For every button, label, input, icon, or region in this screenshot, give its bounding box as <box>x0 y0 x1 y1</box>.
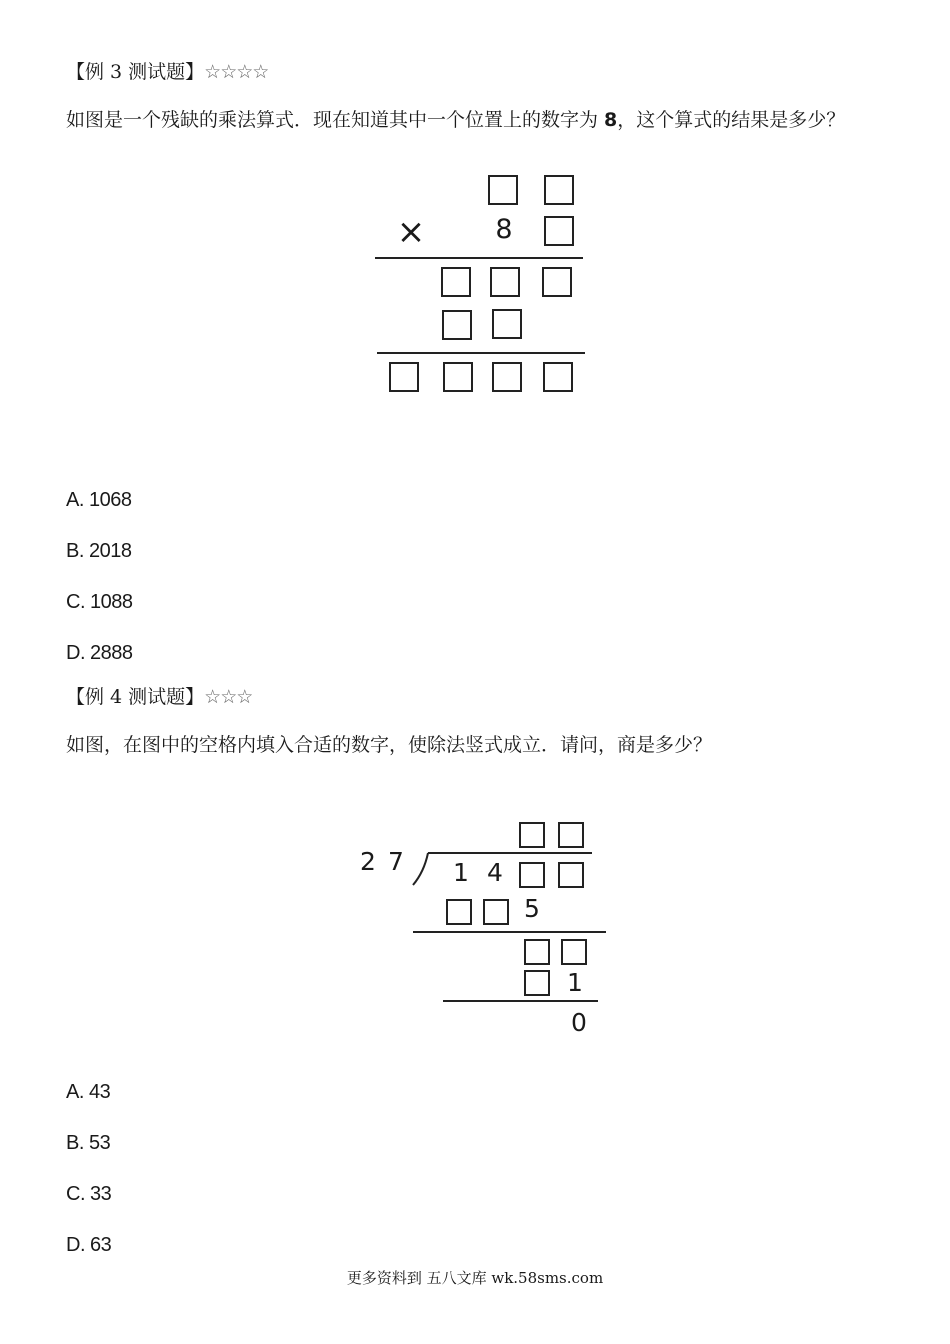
blank-box[interactable] <box>519 862 545 888</box>
blank-box[interactable] <box>446 899 472 925</box>
difficulty-stars: ☆☆☆☆ <box>204 61 269 83</box>
blank-box[interactable] <box>483 899 509 925</box>
question-text: 如图是一个残缺的乘法算式．现在知道其中一个位置上的数字为 <box>66 109 605 131</box>
option-b[interactable]: B. 53 <box>66 1132 111 1154</box>
question-text-end: ，这个算式的结果是多少？ <box>617 109 846 131</box>
option-a[interactable]: A. 43 <box>66 1081 111 1103</box>
option-c[interactable]: C. 33 <box>66 1183 112 1205</box>
known-digit: 8 <box>495 214 513 245</box>
rule-line <box>443 1000 598 1002</box>
divisor-digit: 7 <box>388 847 404 876</box>
footer-text: 更多资料到 五八文库 wk.58sms.com <box>346 1269 604 1287</box>
dividend-digit: 1 <box>453 858 469 887</box>
example3-heading-label: 【例 3 测试题】 <box>66 61 205 83</box>
rule-line <box>413 931 606 933</box>
blank-box[interactable] <box>524 970 550 996</box>
blank-box[interactable] <box>558 822 584 848</box>
option-d[interactable]: D. 2888 <box>66 642 133 664</box>
partial-product-digit: 5 <box>524 894 540 923</box>
remainder-step-digit: 1 <box>567 968 583 997</box>
dividend-digit: 4 <box>487 858 503 887</box>
final-remainder: 0 <box>571 1008 587 1037</box>
blank-box[interactable] <box>519 822 545 848</box>
blank-box[interactable] <box>561 939 587 965</box>
example4-question: 如图，在图中的空格内填入合适的数字，使除法竖式成立．请问，商是多少？ <box>66 734 713 756</box>
option-d[interactable]: D. 63 <box>66 1234 112 1256</box>
divisor-digit: 2 <box>360 847 376 876</box>
times-sign: × <box>396 212 426 252</box>
known-digit-inline: 8 <box>604 109 618 131</box>
option-a[interactable]: A. 1068 <box>66 489 132 511</box>
example4-heading-label: 【例 4 测试题】 <box>66 686 205 708</box>
blank-box[interactable] <box>524 939 550 965</box>
difficulty-stars: ☆☆☆ <box>204 686 253 708</box>
option-b[interactable]: B. 2018 <box>66 540 132 562</box>
option-c[interactable]: C. 1088 <box>66 591 133 613</box>
blank-box[interactable] <box>558 862 584 888</box>
